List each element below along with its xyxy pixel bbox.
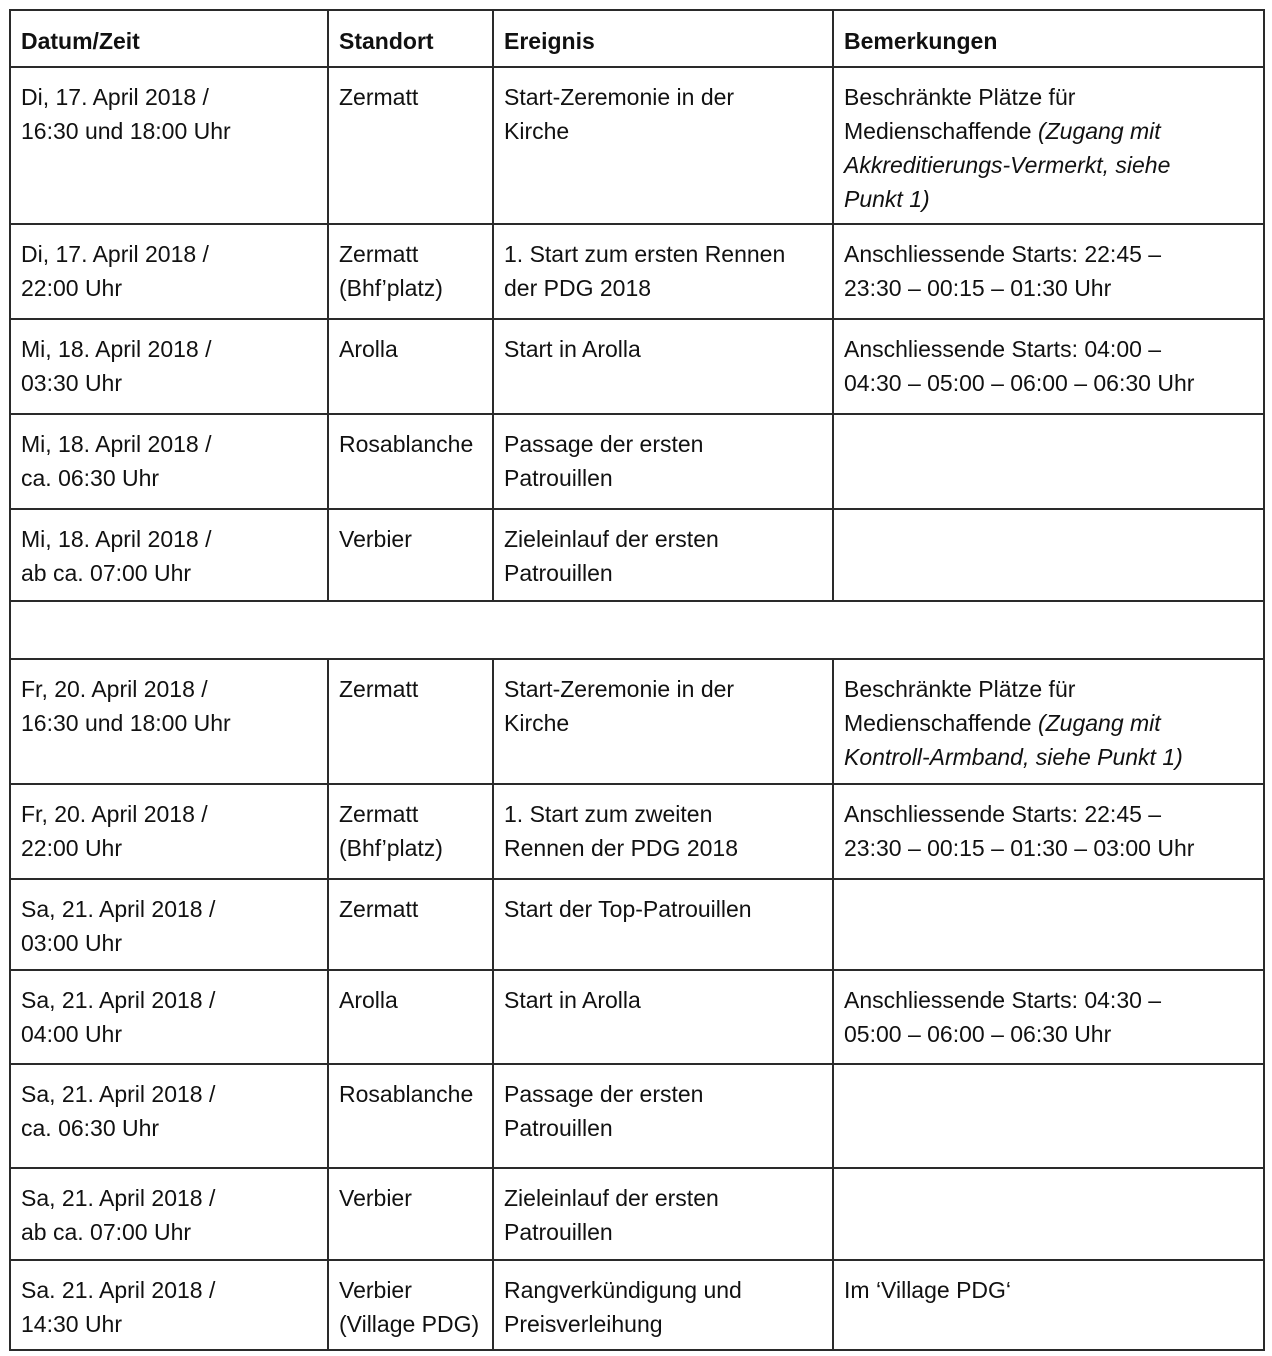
- table-row: [10, 319, 1264, 414]
- note-cell: [833, 414, 1264, 509]
- location-cell: [328, 1260, 493, 1350]
- note-cell: [833, 659, 1264, 784]
- note-cell: [833, 784, 1264, 879]
- note-text: [844, 1273, 1253, 1307]
- date-cell-text: Sa. 21. April 2018 / 14:30 Uhr: [21, 1277, 216, 1337]
- event-cell-text: Start-Zeremonie in der Kirche: [504, 676, 735, 736]
- note-cell: [833, 1168, 1264, 1260]
- location-cell: [328, 224, 493, 319]
- date-cell: [10, 970, 328, 1064]
- date-cell: [10, 509, 328, 601]
- note-plain-text: Im ‘Village PDG‘: [844, 1277, 1012, 1303]
- table-row: [10, 414, 1264, 509]
- header-bemerkungen: Bemerkungen: [833, 10, 1264, 67]
- event-cell: [493, 1260, 833, 1350]
- header-row: [10, 10, 1264, 67]
- location-cell-text: Verbier: [339, 1185, 412, 1211]
- header-ereignis: Ereignis: [493, 10, 833, 67]
- date-cell: [10, 224, 328, 319]
- date-cell-text: Fr, 20. April 2018 / 16:30 und 18:00 Uhr: [21, 676, 231, 736]
- location-cell: [328, 1064, 493, 1168]
- date-cell: [10, 414, 328, 509]
- event-cell: [493, 319, 833, 414]
- header-datum-zeit: Datum/Zeit: [10, 10, 328, 67]
- event-cell-text: Rangverkündigung und Preisverleihung: [504, 1277, 742, 1337]
- date-cell-text: Di, 17. April 2018 / 22:00 Uhr: [21, 241, 209, 301]
- note-cell: [833, 970, 1264, 1064]
- note-plain-text: Anschliessende Starts: 04:00 – 04:30 – 05:00 – 06:00 – 06:30 Uhr: [844, 336, 1195, 396]
- table-body: [10, 67, 1264, 1350]
- note-italic-text: (Zugang mit Kontroll-Armband, siehe Punkt 1): [844, 710, 1183, 770]
- table-row: [10, 509, 1264, 601]
- date-cell: [10, 1064, 328, 1168]
- note-cell: [833, 319, 1264, 414]
- table-row: [10, 1064, 1264, 1168]
- table-row: [10, 1168, 1264, 1260]
- location-cell-text: Arolla: [339, 336, 398, 362]
- event-schedule-table: [9, 9, 1265, 1351]
- location-cell: [328, 784, 493, 879]
- table-row: [10, 1260, 1264, 1350]
- date-cell-text: Sa, 21. April 2018 / ca. 06:30 Uhr: [21, 1081, 216, 1141]
- event-cell-text: Passage der ersten Patrouillen: [504, 431, 704, 491]
- note-plain-text: Anschliessende Starts: 22:45 – 23:30 – 00:15 – 01:30 – 03:00 Uhr: [844, 801, 1195, 861]
- table-row: [10, 67, 1264, 224]
- date-cell-text: Di, 17. April 2018 / 16:30 und 18:00 Uhr: [21, 84, 231, 144]
- event-cell: [493, 970, 833, 1064]
- note-italic-text: (Zugang mit Akkreditierungs-Vermerkt, siehe Punkt 1): [844, 118, 1171, 212]
- location-cell: [328, 319, 493, 414]
- event-cell: [493, 67, 833, 224]
- event-cell: [493, 879, 833, 970]
- event-cell-text: Start in Arolla: [504, 987, 641, 1013]
- event-cell-text: Start der Top-Patrouillen: [504, 896, 752, 922]
- note-cell: [833, 879, 1264, 970]
- header-standort: Standort: [328, 10, 493, 67]
- event-cell-text: 1. Start zum ersten Rennen der PDG 2018: [504, 241, 786, 301]
- location-cell: [328, 509, 493, 601]
- date-cell-text: Fr, 20. April 2018 / 22:00 Uhr: [21, 801, 208, 861]
- event-cell-text: Start-Zeremonie in der Kirche: [504, 84, 735, 144]
- location-cell: [328, 970, 493, 1064]
- event-cell-text: Passage der ersten Patrouillen: [504, 1081, 704, 1141]
- note-text: [844, 797, 1253, 865]
- table-row: [10, 784, 1264, 879]
- note-text: [844, 983, 1253, 1051]
- location-cell: [328, 67, 493, 224]
- location-cell-text: Zermatt (Bhf’platz): [339, 801, 443, 861]
- location-cell: [328, 1168, 493, 1260]
- date-cell: [10, 879, 328, 970]
- date-cell-text: Mi, 18. April 2018 / 03:30 Uhr: [21, 336, 212, 396]
- note-plain-text: Beschränkte Plätze für Medienschaffende: [844, 676, 1076, 736]
- event-cell-text: Zieleinlauf der ersten Patrouillen: [504, 1185, 719, 1245]
- location-cell-text: Zermatt (Bhf’platz): [339, 241, 443, 301]
- event-cell: [493, 1064, 833, 1168]
- note-plain-text: Beschränkte Plätze für Medienschaffende: [844, 84, 1076, 144]
- note-cell: [833, 509, 1264, 601]
- location-cell-text: Zermatt: [339, 896, 419, 922]
- date-cell: [10, 319, 328, 414]
- table-row: [10, 879, 1264, 970]
- spacer-row: [10, 601, 1264, 659]
- note-text: [844, 237, 1253, 305]
- location-cell: [328, 659, 493, 784]
- note-cell: [833, 1064, 1264, 1168]
- location-cell: [328, 879, 493, 970]
- event-cell: [493, 1168, 833, 1260]
- date-cell-text: Sa, 21. April 2018 / 03:00 Uhr: [21, 896, 216, 956]
- event-cell: [493, 414, 833, 509]
- table-row: [10, 970, 1264, 1064]
- date-cell: [10, 659, 328, 784]
- event-cell: [493, 659, 833, 784]
- table-row: [10, 659, 1264, 784]
- date-cell-text: Sa, 21. April 2018 / 04:00 Uhr: [21, 987, 216, 1047]
- location-cell-text: Verbier (Village PDG): [339, 1277, 480, 1337]
- location-cell-text: Zermatt: [339, 84, 419, 110]
- event-cell-text: Start in Arolla: [504, 336, 641, 362]
- location-cell-text: Rosablanche: [339, 431, 474, 457]
- note-cell: [833, 1260, 1264, 1350]
- date-cell-text: Sa, 21. April 2018 / ab ca. 07:00 Uhr: [21, 1185, 216, 1245]
- note-plain-text: Anschliessende Starts: 22:45 – 23:30 – 00:15 – 01:30 Uhr: [844, 241, 1162, 301]
- date-cell-text: Mi, 18. April 2018 / ca. 06:30 Uhr: [21, 431, 212, 491]
- date-cell: [10, 784, 328, 879]
- spacer-cell: [10, 601, 1264, 659]
- location-cell-text: Rosablanche: [339, 1081, 474, 1107]
- event-cell: [493, 784, 833, 879]
- event-cell: [493, 224, 833, 319]
- event-cell-text: Zieleinlauf der ersten Patrouillen: [504, 526, 719, 586]
- date-cell: [10, 1168, 328, 1260]
- location-cell-text: Zermatt: [339, 676, 419, 702]
- location-cell-text: Arolla: [339, 987, 398, 1013]
- note-text: [844, 332, 1253, 400]
- note-text: [844, 672, 1253, 774]
- date-cell: [10, 67, 328, 224]
- location-cell: [328, 414, 493, 509]
- note-cell: [833, 224, 1264, 319]
- table-row: [10, 224, 1264, 319]
- location-cell-text: Verbier: [339, 526, 412, 552]
- event-cell: [493, 509, 833, 601]
- note-plain-text: Anschliessende Starts: 04:30 – 05:00 – 06:00 – 06:30 Uhr: [844, 987, 1162, 1047]
- note-text: [844, 80, 1253, 216]
- note-cell: [833, 67, 1264, 224]
- date-cell-text: Mi, 18. April 2018 / ab ca. 07:00 Uhr: [21, 526, 212, 586]
- event-cell-text: 1. Start zum zweiten Rennen der PDG 2018: [504, 801, 738, 861]
- date-cell: [10, 1260, 328, 1350]
